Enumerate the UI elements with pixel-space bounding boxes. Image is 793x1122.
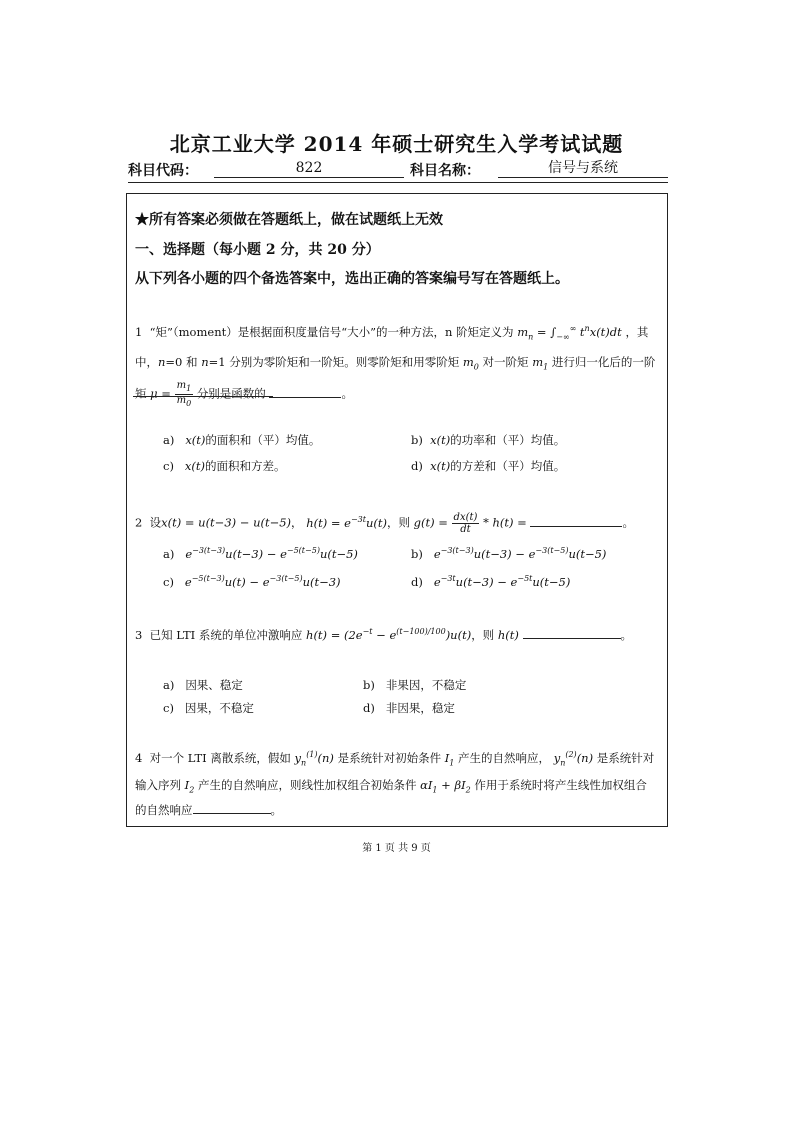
q2-option-c-label: c) (163, 574, 174, 589)
q3-text-a: 已知 LTI 系统的单位冲激响应 (149, 628, 303, 642)
q2-option-a-label: a) (163, 546, 175, 561)
q3-end: 。 (620, 628, 633, 642)
q2-option-b: b) $e^{-3(t-3)}u(t-3) - e^{-3(t-5)}u(t-5)$ (411, 546, 607, 561)
q1-option-d: d) x(t)的方差和（平）均值。 (411, 459, 566, 473)
q1-option-d-label: d) (411, 459, 423, 473)
q1-line3-b: 分别是函数的 (196, 386, 266, 401)
q1-end: 。 (341, 386, 353, 401)
q3-answer-blank (523, 628, 621, 639)
q2-xt-def: x(t) = u(t−3) − u(t−5) (161, 515, 292, 530)
q3-option-a-label: a) (163, 678, 175, 692)
q2-option-c: c) $e^{-5(t-3)}u(t) - e^{-3(t-5)}u(t-3)$ (163, 574, 341, 589)
q1-option-a: a) x(t)的面积和（平）均值。 (163, 433, 321, 447)
q1-strike-mark (133, 396, 273, 397)
q2-option-d-label: d) (411, 574, 423, 589)
q4-line2-b: 产生的自然响应，则线性加权组合初始条件 (197, 778, 417, 792)
q4-end: 。 (270, 803, 282, 817)
q1-answer-blank (269, 387, 341, 398)
q1-option-a-label: a) (163, 433, 175, 447)
q1-text: “矩”（moment）是根据面积度量信号“大小”的一种方法，n 阶矩定义为 (149, 325, 514, 339)
q2-number: 2 (135, 515, 143, 530)
q1-line2-b: 分别为零阶矩和一阶矩。则零阶矩和用零阶矩 (229, 355, 460, 369)
question-1-line-3 (135, 380, 353, 409)
q4-I1: $I_1$ (444, 751, 455, 768)
q1-n-values: n (158, 355, 166, 369)
q4-y1: $y_n^{(1)}(n)$ (294, 750, 334, 768)
q1-mu-fraction: $\frac{m_1}{m_0}$ (176, 380, 192, 408)
subject-code-label: 科目代码： (128, 163, 198, 179)
q3-option-d-text: 非因果，稳定 (385, 701, 455, 715)
subject-name-label: 科目名称： (410, 163, 480, 179)
q3-option-b (363, 677, 466, 693)
q2-gt: g(t) = (413, 515, 448, 530)
q4-line1-a: 对一个 LTI 离散系统，假如 (149, 751, 291, 765)
q1-option-a-text: 的面积和（平）均值。 (205, 433, 321, 447)
q3-option-d (363, 700, 455, 716)
q4-line1-b: 是系统针对初始条件 (337, 751, 442, 765)
q3-text-b: ，则 (471, 628, 495, 642)
question-4-line-2 (135, 777, 647, 794)
question-1-line-2: 中，n=0 和 n=1 分别为零阶矩和一阶矩。则零阶矩和用零阶矩 $m_0$ 对一阶矩 $m_1$ 进行归一化后的一阶 (135, 355, 656, 372)
q1-m1: $m_1$ (532, 355, 549, 372)
exam-title: 北京工业大学 2014 年硕士研究生入学考试试题 (169, 132, 624, 156)
q4-line1-d: 是系统针对 (596, 751, 655, 765)
q3-option-d-label: d) (363, 701, 375, 715)
q1-option-b-text: 的功率和（平）均值。 (450, 433, 566, 447)
q1-m0: $m_0$ (462, 355, 479, 372)
q4-line2-a: 输入序列 (135, 778, 181, 792)
exam-body (126, 193, 668, 827)
q3-option-b-label: b) (363, 678, 375, 692)
question-3 (135, 627, 632, 643)
q2-option-d: d) $e^{-3t}u(t-3) - e^{-5t}u(t-5)$ (411, 574, 571, 589)
q3-option-a-text: 因果、稳定 (185, 678, 243, 692)
q3-number: 3 (135, 628, 143, 642)
q1-mu: μ = (150, 386, 171, 401)
q1-line2-c: 对一阶矩 (482, 355, 529, 369)
q1-line2-d: 进行归一化后的一阶 (551, 355, 656, 369)
q4-line2-c: 作用于系统时将产生线性加权组合 (474, 778, 647, 792)
q2-text-a: 设 (149, 515, 162, 530)
q3-option-a (163, 677, 243, 693)
section-instruction: 从下列各小题的四个备选答案中，选出正确的答案编号写在答题纸上。 (135, 271, 569, 287)
q2-text-b: ，则 (386, 515, 410, 530)
q4-I2: $I_2$ (184, 778, 195, 795)
q4-answer-blank (193, 803, 271, 814)
q1-option-c-text: 的面积和方差。 (205, 459, 286, 473)
q1-option-d-text: 的方差和（平）均值。 (450, 459, 566, 473)
q2-derivative: $\frac{dx(t)}{dt}$ (453, 512, 478, 535)
subject-code: 822 (214, 160, 404, 178)
q2-conv: * h(t) = (483, 515, 527, 530)
page-footer: 第 1 页 共 9 页 (362, 843, 431, 854)
q4-y2: $y_n^{(2)}(n)$ (553, 750, 594, 768)
q3-option-b-text: 非果因，不稳定 (385, 678, 467, 692)
q4-number: 4 (135, 751, 143, 765)
q4-line1-c: 产生的自然响应， (458, 751, 551, 765)
q2-answer-blank (530, 516, 622, 527)
q1-option-b: b) x(t)的功率和（平）均值。 (411, 433, 566, 447)
q1-line3-a: 矩 (135, 386, 147, 401)
q2-end: 。 (622, 515, 634, 530)
q1-line2-a: 中， (135, 355, 158, 369)
q2-ht-def: $h(t) = e^{-3t}u(t)$ (306, 514, 387, 530)
section-heading: 一、选择题（每小题 2 分，共 20 分） (135, 242, 380, 258)
q1-option-c-label: c) (163, 459, 174, 473)
question-4-line-1 (135, 750, 654, 767)
q1-tail: ，其 (625, 325, 649, 339)
subject-name: 信号与系统 (498, 160, 668, 178)
q2-option-b-label: b) (411, 546, 423, 561)
question-2: 2 设x(t) = u(t−3) − u(t−5)， $h(t) = e^{-3t}u(t)$，则 g(t) = $\frac{dx(t)}{dt}$ * h(t) = 。 (135, 512, 634, 535)
question-1-line-1 (135, 324, 648, 341)
q4-line3-a: 的自然响应 (135, 803, 193, 817)
subject-row (128, 160, 668, 180)
header-rule (128, 182, 668, 183)
q3-option-c-label: c) (163, 701, 174, 715)
q3-ht: $h(t) = (2e^{-t} - e^{(t-100)/100})u(t)$ (306, 627, 472, 642)
q2-option-a: a) $e^{-3(t-3)}u(t-3) - e^{-5(t-5)}u(t-5)$ (163, 546, 358, 561)
q4-combo: $\alpha I_1 + \beta I_2$ (420, 778, 471, 795)
q1-option-b-label: b) (411, 433, 423, 447)
q1-option-c: c) x(t)的面积和方差。 (163, 459, 286, 473)
q1-number: 1 (135, 325, 143, 339)
notice: ★所有答案必须做在答题纸上，做在试题纸上无效 (135, 212, 443, 228)
q3-option-c-text: 因果，不稳定 (184, 701, 254, 715)
q1-moment-formula: $m_n = \int_{-\infty}^\infty$ $t^nx(t)dt$ (517, 324, 622, 342)
q3-ht-short: h(t) (497, 628, 519, 642)
question-4-line-3 (135, 802, 282, 818)
q3-option-c (163, 700, 254, 716)
